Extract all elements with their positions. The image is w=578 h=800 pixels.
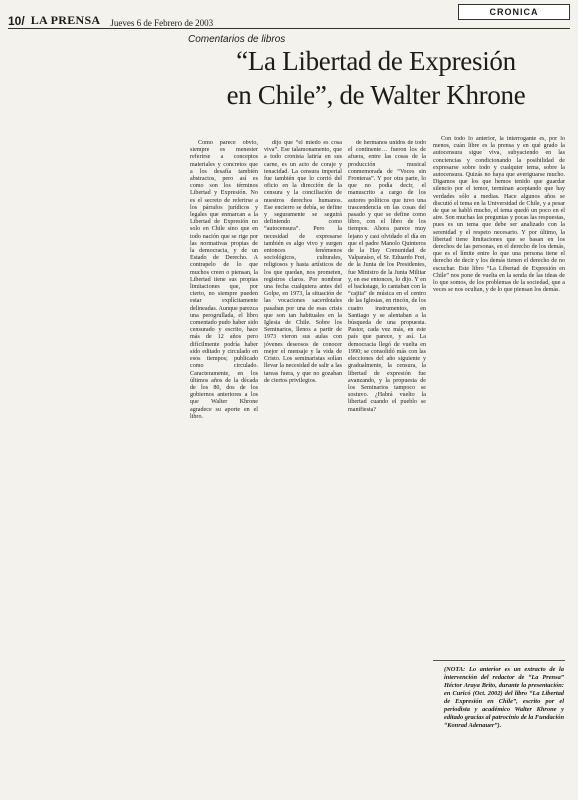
article-headline	[190, 44, 562, 112]
page-number: 10/	[8, 14, 25, 28]
column-4-text: Con todo lo anterior, la interrogante es, por lo menos, cuán libre es la prensa y en qué grado la autocensura sigue viva, subyaciendo en las conciencias y condicionando la posibilidad de expresarse sobre todo y cualquier tema, sobre la autocensura. Quizás no haya que averiguarse mucho. Digamos que los que hemos tenido que guardar silencio por el temor, terminan aceptando que hay verdades sólo a medias. Hace algunos años se discutió el tema en la Universidad de Chile, y a pesar de que se habló mucho, el tema quedó un poco en el aire. Son muchas las preguntas y pocas las respuestas, pues es un tema que debe ser analizado con la serenidad y el respeto necesario. Y por último, la libertad tiene limitaciones que se basan en los derechos de las personas, en el derecho de los demás, que es el límite entre lo que una persona tiene el derecho de decir y los demás tienen el derecho de no escuchar. Este libro “La Libertad de Expresión en Chile” nos pone de vuelta en la senda de las ideas de lo que somos, de los problemas de la sociedad, que a veces se nos ocultan, y de lo que piensan los demás.	[433, 136, 565, 294]
note-divider	[433, 660, 565, 661]
article-column-4	[433, 136, 565, 656]
column-1-text: Como parece obvio, siempre es menester referirse a conceptos materiales y concretos que a los desafía también abstractos, pero así es como son los términos Libertad y Expresión. No es el secreto de referirse a los párrafos jurídicos y legales que enmarcan a la Libertad de Expresión no solo en Chile sino que en todo nación que se rige por las normativas propias de la democracia, y de un Estado de Derecho. A contrapelo de lo que muchos creen o piensan, la Libertad tiene sus propias limitaciones que, por cierto, no siempre pueden estar explícitamente delineadas. Aunque parezca una perogrullada, el libro comentado pudo haber sido censurado y escrito, hace más de 12 años pero difícilmente podría haber sido editado y circulado en esos tiempos; publicado como circulado. Caracteramente, en los últimos años de la década de los 80, dos de los gobiernos anteriores a los que Walter Khrone agradece su aporte en el libro.	[190, 140, 258, 420]
column-3-text: de hermanos unidos de todo el continente… fueron los de afuera, entre las cosas de la producción musical conmemorada de “Voces sin Fronteras”. Y por otra parte, lo que no podía decir, el manuscrito a cargo de los autores políticos que tuvo una trascendencia en las cosas del pasado y que se define como libro, con el libro de los tiempos. Ahora parece muy lejano y casi olvidado el día en que el padre Manolo Quinteros de la Hay Comunidad de Valparaíso, el Sr. Eduardo Frei, de la Junta de los Presidentes, fue Ministro de la Junta Militar y, en ese entonces, lo dijo. Y en el backstage, lo cantaban con la “cajita” de música en el centro de las Iglesias, en rincón, de los cuatro instrumentos, en Santiago y se alentaban a la búsqueda de una propuesta. Pastor, cada vez más, en este país que parece, y así. La democracia llegó de vuelta en 1990; se consolidó más con las elecciones del año siguiente y gradualmente, la censura, la libertad de expresión fue avanzando, y la propuesta de los Seminarios tampoco se sostuvo. ¿Habrá vuelto la libertad cuando el pueblo se manifiesta?	[348, 140, 426, 413]
article-kicker: Comentarios de libros	[188, 34, 286, 45]
section-label: CRONICA	[458, 4, 570, 20]
masthead: LA PRENSA	[30, 13, 101, 27]
article-column-2	[264, 140, 342, 590]
editorial-note: (NOTA: Lo anterior es un extracto de la intervención del redactor de “La Prensa” Héctor Araya Brito, durante la presentación: en Curicó (Oct. 2002) del libro “La Libertad de Expresión en Chile”, escrito por el periodista y académico Walter Khrone y editado gracias al patrocinio de la Fundación “Konrad Adenauer”).	[444, 666, 565, 729]
article-column-3	[348, 140, 426, 590]
headline-line-2: en Chile”, de Walter Khrone	[226, 80, 526, 110]
headline-line-1: “La Libertad de Expresión	[236, 46, 516, 76]
issue-date: Jueves 6 de Febrero de 2003	[110, 18, 214, 28]
article-column-1	[190, 140, 258, 570]
column-2-text: dijo que “el miedo es cosa viva”. Ese talamonamento, que a todo cronista latiría en sus carne, es un acto de coraje y tenacidad. La censura imperial fue también que lo corrió del oficio en la dirección de la censura y la conciliación de nuestros derechos humanos. Ese encierro se debía, se define y seguramente se seguirá definiendo como “autocensura”. Pero la necesidad de expresarse también es algo vivo y surgen entonces fenómenos sociológicos, culturales, religiosos y hasta artísticos de los que quedan, nos prometen, registros claros. Por nombrar una fecha cualquiera antes del Golpe, en 1973, la situación de las vocaciones sacerdotales pasaban por una de esas crisis que son tan habituales en la Iglesia de Chile. Sobre los Seminarios, llenos a partir de 1973 vieron sus aulas con jóvenes deseosos de conocer mejor el mensaje y la vida de Cristo. Los seminaristas solían llevar la necesidad de salir a las tareas fuera, y que no gozaban de ciertos privilegios.	[264, 140, 342, 384]
